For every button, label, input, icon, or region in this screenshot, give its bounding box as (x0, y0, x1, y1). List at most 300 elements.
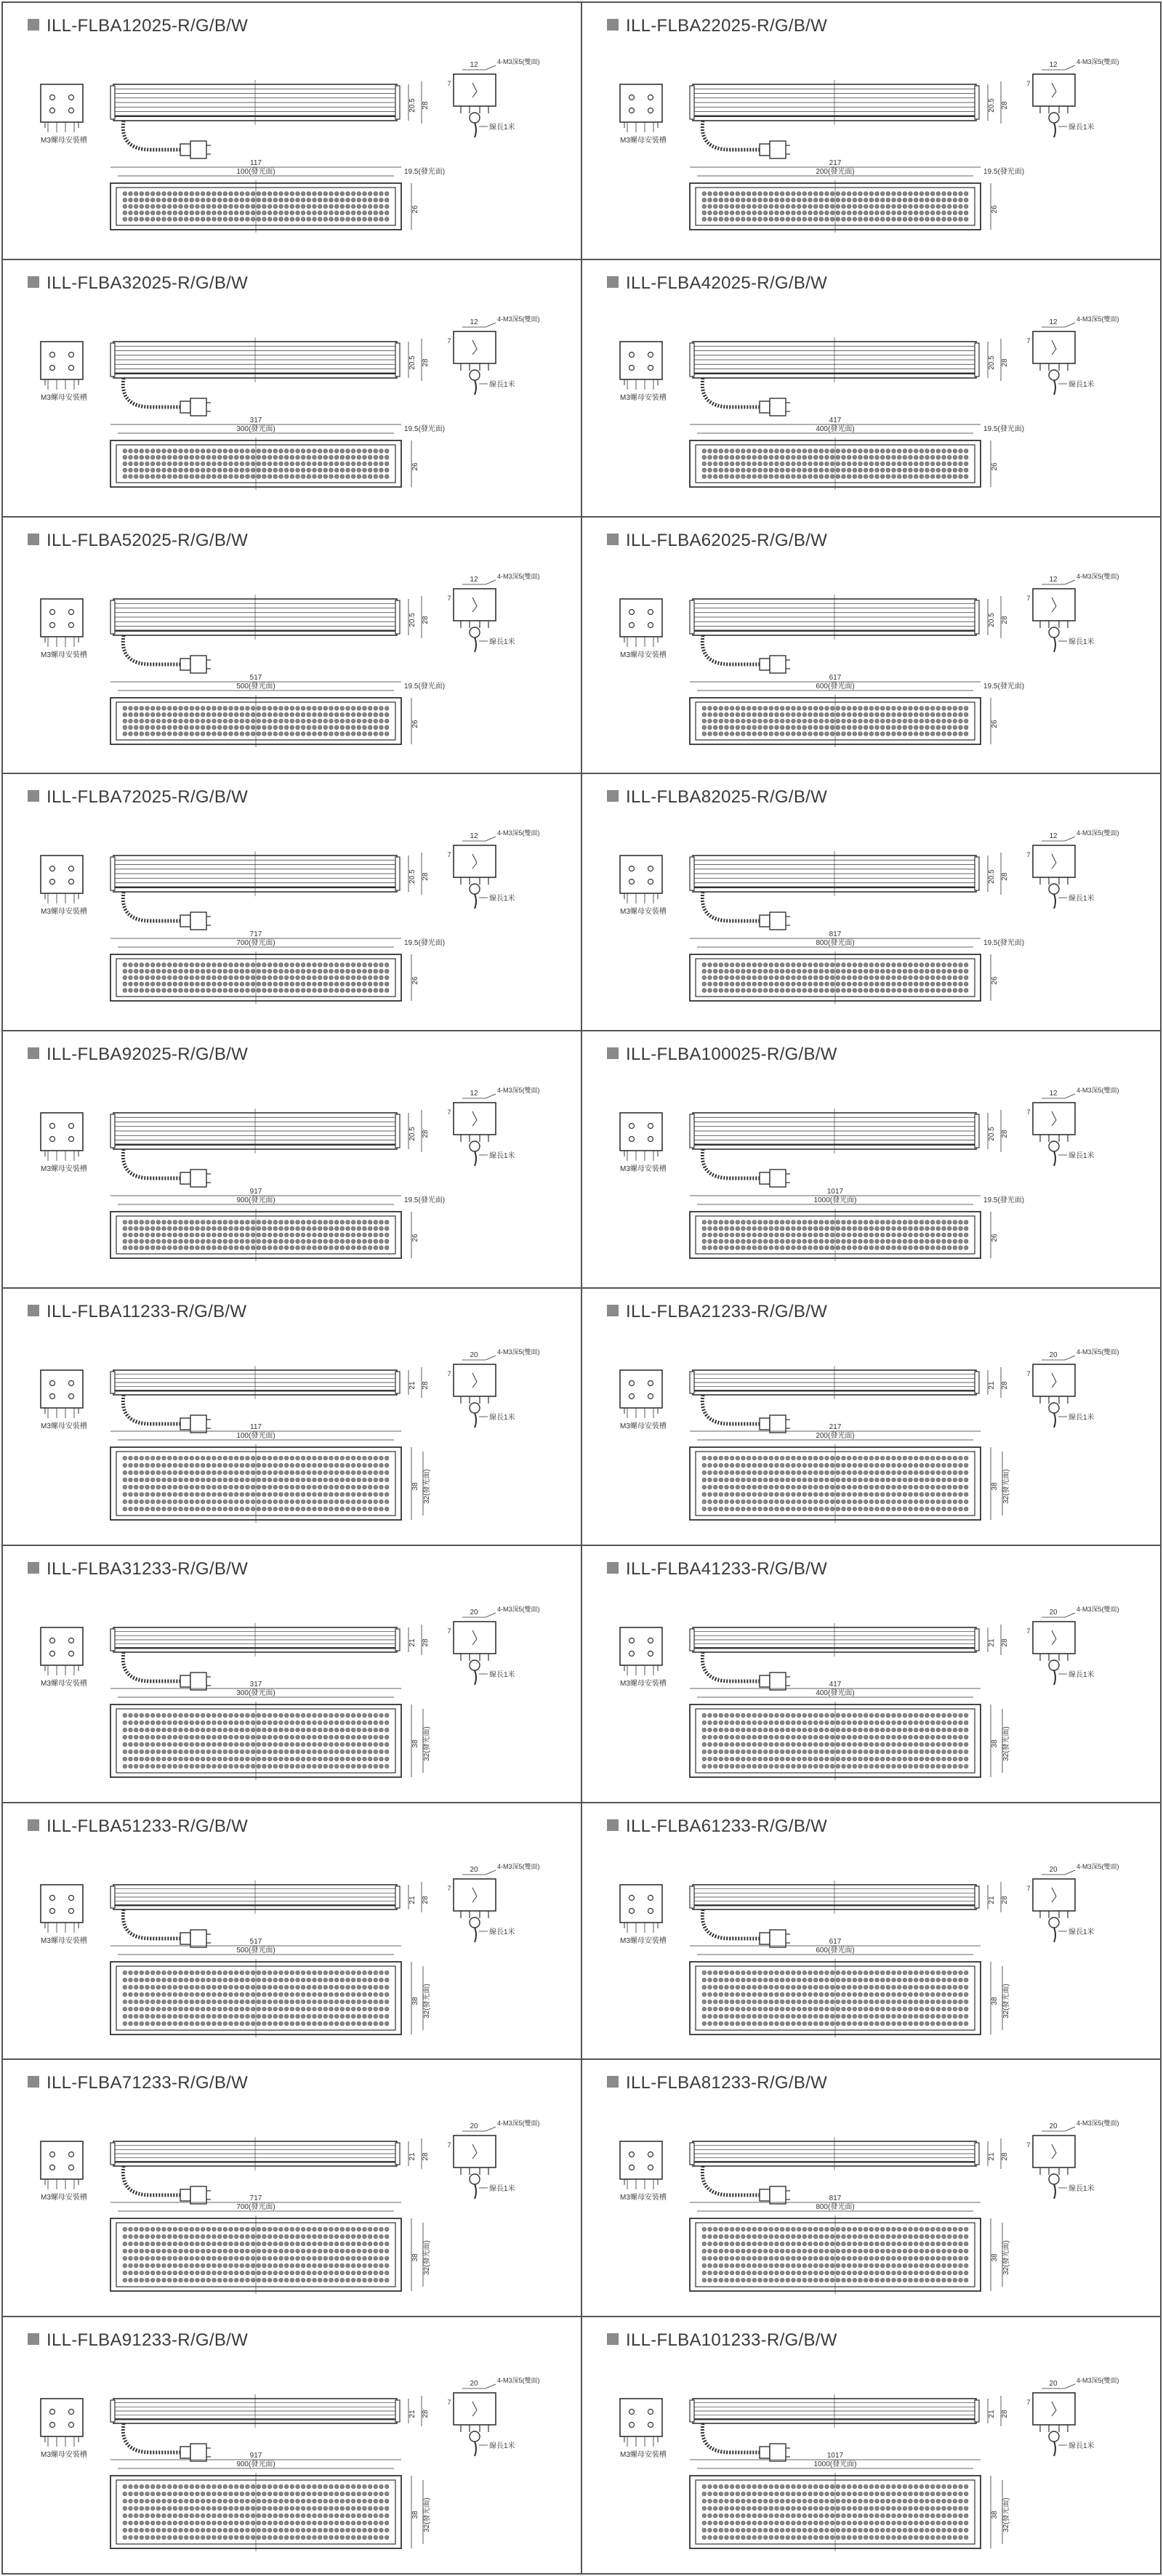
mounting-bracket (41, 1885, 87, 1945)
model-number: ILL-FLBA41233-R/G/B/W (626, 1558, 828, 1579)
end-view (1026, 2376, 1119, 2456)
total-length-dim: 217 (829, 1422, 842, 1431)
product-cell (582, 1289, 1162, 1546)
total-length-dim: 417 (829, 416, 842, 424)
mounting-bracket (41, 2141, 87, 2202)
emit-offset-dim: 32(發光面) (1002, 1726, 1010, 1761)
screw-holes-label: 4-M3深5(雙面) (1077, 572, 1119, 580)
emit-length-dim: 300(發光面) (236, 1689, 275, 1697)
total-length-dim: 717 (249, 2194, 262, 2203)
mounting-bracket (620, 2141, 667, 2202)
body-height-dim: 28 (1001, 101, 1009, 110)
body-height-dim: 28 (1001, 1130, 1009, 1138)
product-cell (582, 3, 1162, 260)
total-length-dim: 817 (829, 2194, 842, 2203)
pitch-dim: 20 (1049, 1865, 1058, 1874)
cable-connector (702, 2423, 790, 2461)
front-view (690, 930, 1024, 1004)
front-view (690, 2452, 1010, 2551)
model-number: ILL-FLBA81233-R/G/B/W (626, 2073, 828, 2093)
model-number: ILL-FLBA11233-R/G/B/W (47, 1301, 247, 1321)
emit-offset-dim: 32(發光面) (423, 1469, 431, 1504)
screw-holes-label: 4-M3深5(雙面) (1077, 1087, 1119, 1095)
total-length-dim: 417 (829, 1680, 842, 1689)
emit-length-dim: 600(發光面) (816, 682, 855, 691)
side-profile (690, 1108, 1009, 1154)
mounting-bracket (41, 856, 87, 916)
side-small-dim: 7 (447, 851, 451, 859)
bracket-label: M3螺母安裝槽 (41, 1679, 87, 1688)
product-cell (582, 2060, 1162, 2317)
model-number: ILL-FLBA42025-R/G/B/W (626, 273, 828, 293)
side-profile (690, 851, 1009, 896)
emit-length-dim: 400(發光面) (816, 424, 855, 433)
total-length-dim: 117 (250, 159, 262, 167)
side-small-dim: 7 (1026, 1627, 1031, 1635)
side-small-dim: 7 (1026, 2141, 1031, 2149)
side-profile (110, 337, 430, 382)
total-length-dim: 917 (249, 2452, 262, 2460)
emit-offset-dim: 19.5(發光面) (983, 424, 1025, 433)
model-number: ILL-FLBA21233-R/G/B/W (626, 1301, 828, 1321)
mounting-bracket (620, 84, 667, 145)
cable-length-label: 線長1米 (489, 124, 515, 132)
pitch-dim: 12 (1049, 318, 1058, 326)
emit-offset-dim: 19.5(發光面) (404, 168, 446, 176)
bracket-label: M3螺母安裝槽 (620, 2451, 667, 2460)
bracket-label: M3螺母安裝槽 (620, 1936, 667, 1945)
emit-offset-dim: 32(發光面) (423, 1726, 431, 1761)
bracket-label: M3螺母安裝槽 (41, 2194, 87, 2202)
side-small-dim: 7 (447, 594, 451, 602)
emit-length-dim: 100(發光面) (236, 1431, 275, 1440)
product-cell (3, 1546, 582, 1803)
emit-length-dim: 800(發光面) (816, 939, 855, 948)
front-height-dim: 38 (991, 1997, 999, 2005)
body-height-dim: 28 (1001, 1381, 1009, 1390)
side-small-dim: 7 (1026, 337, 1031, 345)
dimension-drawing (3, 518, 582, 773)
total-length-dim: 517 (249, 1937, 262, 1946)
body-height-dim: 28 (1001, 2152, 1009, 2161)
cable-connector (702, 2166, 790, 2204)
emit-length-dim: 300(發光面) (236, 424, 275, 433)
side-profile (690, 80, 1009, 125)
profile-height-dim: 21 (988, 2410, 996, 2418)
bracket-label: M3螺母安裝槽 (41, 2451, 87, 2460)
side-small-dim: 7 (447, 337, 451, 345)
side-small-dim: 7 (1026, 2399, 1031, 2407)
front-view (110, 930, 445, 1004)
cable-length-label: 線長1米 (1069, 1670, 1095, 1679)
side-profile (690, 1880, 1009, 1914)
screw-holes-label: 4-M3深5(雙面) (497, 315, 540, 323)
profile-height-dim: 21 (988, 1638, 996, 1647)
dimension-drawing (3, 1546, 582, 1802)
bracket-label: M3螺母安裝槽 (41, 651, 87, 659)
total-length-dim: 617 (829, 1937, 842, 1946)
end-view (1026, 1086, 1119, 1166)
screw-holes-label: 4-M3深5(雙面) (1077, 2120, 1119, 2128)
total-length-dim: 617 (829, 673, 842, 682)
end-view (1026, 315, 1119, 395)
front-view (110, 674, 445, 747)
front-view (110, 1188, 445, 1261)
dimension-drawing (582, 2060, 1161, 2316)
body-height-dim: 28 (422, 616, 430, 624)
profile-height-dim: 20.5 (409, 98, 416, 113)
cable-length-label: 線長1米 (1069, 124, 1095, 132)
model-number: ILL-FLBA31233-R/G/B/W (47, 1558, 249, 1579)
dimension-drawing (582, 1803, 1161, 2059)
side-small-dim: 7 (1026, 851, 1031, 859)
profile-height-dim: 20.5 (988, 98, 996, 113)
emit-length-dim: 200(發光面) (816, 168, 855, 176)
cable-connector (123, 892, 211, 930)
bracket-label: M3螺母安裝槽 (41, 137, 87, 145)
side-profile (110, 1108, 430, 1154)
total-length-dim: 217 (829, 159, 842, 167)
emit-length-dim: 400(發光面) (816, 1689, 855, 1697)
cable-connector (702, 1909, 790, 1947)
screw-holes-label: 4-M3深5(雙面) (1077, 2377, 1119, 2385)
side-small-dim: 7 (447, 1108, 451, 1116)
end-view (447, 1348, 539, 1428)
mounting-bracket (620, 1113, 667, 1173)
pitch-dim: 12 (470, 575, 478, 584)
emit-offset-dim: 32(發光面) (423, 2240, 431, 2276)
profile-height-dim: 21 (409, 2410, 416, 2418)
body-height-dim: 28 (422, 101, 430, 110)
side-small-dim: 7 (1026, 1108, 1031, 1116)
pitch-dim: 12 (1049, 575, 1058, 584)
emit-length-dim: 500(發光面) (236, 682, 275, 691)
front-height-dim: 38 (411, 2253, 419, 2262)
side-small-dim: 7 (447, 2399, 451, 2407)
profile-height-dim: 20.5 (409, 612, 416, 627)
product-cell (3, 2317, 582, 2575)
end-view (1026, 572, 1119, 652)
mounting-bracket (620, 342, 667, 402)
mounting-bracket (41, 342, 87, 402)
emit-length-dim: 900(發光面) (236, 1196, 275, 1205)
product-cell (582, 1031, 1162, 1289)
emit-length-dim: 700(發光面) (236, 2203, 275, 2212)
product-cell (3, 260, 582, 518)
dimension-drawing (582, 1031, 1161, 1287)
total-length-dim: 317 (249, 1680, 262, 1689)
dimension-drawing (3, 1289, 582, 1545)
product-cell (3, 518, 582, 775)
body-height-dim: 28 (1001, 872, 1009, 881)
model-number: ILL-FLBA82025-R/G/B/W (626, 787, 828, 808)
emit-length-dim: 1000(發光面) (813, 1196, 857, 1205)
total-length-dim: 917 (249, 1188, 262, 1196)
pitch-dim: 12 (470, 832, 478, 841)
front-view (110, 2452, 431, 2551)
pitch-dim: 12 (470, 1090, 478, 1098)
pitch-dim: 20 (470, 1608, 478, 1617)
pitch-dim: 20 (1049, 1608, 1058, 1617)
cable-connector (702, 378, 790, 416)
emit-offset-dim: 32(發光面) (1002, 2497, 1010, 2533)
pitch-dim: 12 (470, 318, 478, 326)
model-number: ILL-FLBA100025-R/G/B/W (626, 1045, 837, 1065)
product-cell (3, 1031, 582, 1289)
emit-offset-dim: 32(發光面) (1002, 1983, 1010, 2018)
cable-length-label: 線長1米 (1069, 2185, 1095, 2194)
body-height-dim: 28 (1001, 358, 1009, 367)
bracket-label: M3螺母安裝槽 (41, 393, 87, 402)
profile-height-dim: 21 (988, 1381, 996, 1390)
emit-length-dim: 800(發光面) (816, 2203, 855, 2212)
cable-length-label: 線長1米 (489, 380, 515, 389)
front-view (690, 1681, 1010, 1780)
mounting-bracket (620, 1627, 667, 1688)
screw-holes-label: 4-M3深5(雙面) (497, 1087, 540, 1095)
profile-height-dim: 21 (988, 1896, 996, 1904)
mounting-bracket (620, 1370, 667, 1430)
bracket-label: M3螺母安裝槽 (41, 1936, 87, 1945)
pitch-dim: 20 (470, 1865, 478, 1874)
end-view (447, 2119, 539, 2199)
front-height-dim: 26 (411, 462, 419, 471)
end-view (1026, 829, 1119, 909)
profile-height-dim: 20.5 (409, 869, 416, 885)
total-length-dim: 117 (250, 1422, 262, 1431)
front-view (110, 159, 445, 233)
front-height-dim: 38 (991, 1739, 999, 1748)
screw-holes-label: 4-M3深5(雙面) (497, 2377, 540, 2385)
dimension-drawing (582, 3, 1161, 259)
pitch-dim: 12 (1049, 1090, 1058, 1098)
profile-height-dim: 21 (409, 1638, 416, 1647)
body-height-dim: 28 (422, 1638, 430, 1647)
cable-connector (123, 2423, 211, 2461)
body-height-dim: 28 (422, 358, 430, 367)
cable-connector (123, 1909, 211, 1947)
model-number: ILL-FLBA12025-R/G/B/W (47, 16, 249, 36)
emit-offset-dim: 19.5(發光面) (983, 1196, 1025, 1205)
cable-length-label: 線長1米 (489, 2185, 515, 2194)
total-length-dim: 1017 (826, 2452, 844, 2460)
emit-offset-dim: 32(發光面) (1002, 2240, 1010, 2276)
cable-length-label: 線長1米 (1069, 2442, 1095, 2451)
front-height-dim: 26 (991, 976, 999, 985)
pitch-dim: 20 (1049, 1351, 1058, 1359)
screw-holes-label: 4-M3深5(雙面) (497, 572, 540, 580)
front-view (110, 1423, 431, 1523)
pitch-dim: 20 (1049, 2122, 1058, 2131)
front-height-dim: 26 (991, 205, 999, 214)
cable-connector (702, 892, 790, 930)
dimension-drawing (3, 774, 582, 1030)
end-view (447, 1862, 539, 1942)
cable-length-label: 線長1米 (1069, 637, 1095, 646)
end-view (447, 2376, 539, 2456)
cable-length-label: 線長1米 (1069, 1152, 1095, 1161)
side-small-dim: 7 (447, 1369, 451, 1377)
cable-length-label: 線長1米 (489, 637, 515, 646)
cable-connector (702, 635, 790, 673)
product-cell (582, 1803, 1162, 2061)
pitch-dim: 20 (470, 2380, 478, 2388)
screw-holes-label: 4-M3深5(雙面) (497, 1605, 540, 1613)
profile-height-dim: 20.5 (409, 1127, 416, 1141)
body-height-dim: 28 (1001, 1638, 1009, 1647)
front-height-dim: 38 (991, 1482, 999, 1491)
emit-length-dim: 500(發光面) (236, 1946, 275, 1955)
cable-connector (123, 1652, 211, 1690)
mounting-bracket (620, 599, 667, 659)
body-height-dim: 28 (422, 1896, 430, 1904)
body-height-dim: 28 (422, 2152, 430, 2161)
pitch-dim: 20 (470, 1351, 478, 1359)
bracket-label: M3螺母安裝槽 (620, 137, 667, 145)
screw-holes-label: 4-M3深5(雙面) (1077, 315, 1119, 323)
pitch-dim: 20 (1049, 2380, 1058, 2388)
bracket-label: M3螺母安裝槽 (620, 908, 667, 917)
end-view (1026, 1605, 1119, 1685)
cable-connector (702, 1149, 790, 1187)
body-height-dim: 28 (1001, 616, 1009, 624)
cable-length-label: 線長1米 (489, 1152, 515, 1161)
pitch-dim: 12 (1049, 832, 1058, 841)
mounting-bracket (41, 2399, 87, 2459)
front-view (690, 674, 1024, 747)
end-view (447, 1086, 539, 1166)
emit-offset-dim: 32(發光面) (423, 2497, 431, 2533)
front-height-dim: 26 (991, 1233, 999, 1242)
product-cell (582, 2317, 1162, 2575)
screw-holes-label: 4-M3深5(雙面) (1077, 829, 1119, 837)
side-small-dim: 7 (1026, 1884, 1031, 1892)
bracket-label: M3螺母安裝槽 (620, 1422, 667, 1430)
cable-connector (123, 635, 211, 673)
side-profile (690, 1366, 1009, 1399)
product-cell (582, 1546, 1162, 1803)
bracket-label: M3螺母安裝槽 (620, 1679, 667, 1688)
screw-holes-label: 4-M3深5(雙面) (1077, 1862, 1119, 1870)
front-height-dim: 38 (411, 1482, 419, 1491)
emit-length-dim: 900(發光面) (236, 2460, 275, 2469)
dimension-drawing (3, 1803, 582, 2059)
cable-connector (123, 2166, 211, 2204)
front-height-dim: 38 (991, 2253, 999, 2262)
emit-offset-dim: 19.5(發光面) (404, 424, 446, 433)
total-length-dim: 517 (249, 673, 262, 682)
front-view (110, 1938, 431, 2037)
product-cell (582, 260, 1162, 518)
model-number: ILL-FLBA71233-R/G/B/W (47, 2073, 249, 2093)
cable-length-label: 線長1米 (1069, 895, 1095, 903)
profile-height-dim: 20.5 (988, 1127, 996, 1141)
cable-length-label: 線長1米 (489, 1670, 515, 1679)
emit-offset-dim: 32(發光面) (1002, 1469, 1010, 1504)
side-profile (110, 2137, 430, 2170)
dimension-drawing (3, 2317, 582, 2573)
screw-holes-label: 4-M3深5(雙面) (497, 829, 540, 837)
profile-height-dim: 20.5 (988, 355, 996, 370)
profile-height-dim: 20.5 (988, 869, 996, 885)
end-view (1026, 2119, 1119, 2199)
emit-offset-dim: 19.5(發光面) (404, 682, 446, 691)
screw-holes-label: 4-M3深5(雙面) (1077, 58, 1119, 65)
end-view (447, 572, 539, 652)
cable-connector (702, 1652, 790, 1690)
dimension-drawing (582, 2317, 1161, 2573)
emit-length-dim: 100(發光面) (236, 168, 275, 176)
emit-length-dim: 600(發光面) (816, 1946, 855, 1955)
dimension-drawing (3, 1031, 582, 1287)
front-height-dim: 26 (411, 1233, 419, 1242)
side-profile (690, 2394, 1009, 2428)
dimension-drawing (3, 260, 582, 516)
front-view (110, 416, 445, 490)
emit-offset-dim: 19.5(發光面) (983, 682, 1025, 691)
bracket-label: M3螺母安裝槽 (41, 1422, 87, 1430)
front-height-dim: 38 (991, 2511, 999, 2519)
front-view (690, 2194, 1010, 2294)
front-height-dim: 38 (411, 1739, 419, 1748)
side-small-dim: 7 (447, 1884, 451, 1892)
body-height-dim: 28 (1001, 1896, 1009, 1904)
front-height-dim: 26 (411, 720, 419, 728)
dimension-drawing (3, 3, 582, 259)
screw-holes-label: 4-M3深5(雙面) (497, 1862, 540, 1870)
side-profile (690, 1623, 1009, 1657)
dimension-drawing (582, 518, 1161, 773)
front-height-dim: 26 (991, 720, 999, 728)
total-length-dim: 717 (249, 930, 262, 939)
front-height-dim: 38 (411, 1997, 419, 2005)
screw-holes-label: 4-M3深5(雙面) (1077, 1605, 1119, 1613)
dimension-drawing (3, 2060, 582, 2316)
front-height-dim: 26 (411, 205, 419, 214)
product-cell (3, 1803, 582, 2061)
emit-offset-dim: 19.5(發光面) (404, 939, 446, 948)
end-view (447, 829, 539, 909)
mounting-bracket (41, 1113, 87, 1173)
front-view (690, 1423, 1010, 1523)
front-view (690, 159, 1024, 233)
profile-height-dim: 20.5 (988, 612, 996, 627)
emit-offset-dim: 32(發光面) (423, 1983, 431, 2018)
model-number: ILL-FLBA62025-R/G/B/W (626, 530, 828, 550)
bracket-label: M3螺母安裝槽 (620, 2194, 667, 2202)
cable-connector (123, 1149, 211, 1187)
end-view (447, 1605, 539, 1685)
side-small-dim: 7 (447, 80, 451, 87)
cable-length-label: 線長1米 (489, 1928, 515, 1936)
model-number: ILL-FLBA32025-R/G/B/W (47, 273, 249, 293)
model-number: ILL-FLBA52025-R/G/B/W (47, 530, 249, 550)
side-small-dim: 7 (447, 1627, 451, 1635)
side-profile (110, 80, 430, 125)
cable-connector (702, 121, 790, 158)
body-height-dim: 28 (422, 1130, 430, 1138)
total-length-dim: 1017 (826, 1188, 844, 1196)
side-small-dim: 7 (447, 2141, 451, 2149)
profile-height-dim: 21 (409, 1896, 416, 1904)
side-profile (690, 595, 1009, 640)
cable-length-label: 線長1米 (1069, 1413, 1095, 1422)
product-cell (3, 1289, 582, 1546)
profile-height-dim: 21 (409, 1381, 416, 1390)
end-view (447, 315, 539, 395)
profile-height-dim: 20.5 (409, 355, 416, 370)
front-view (690, 1188, 1024, 1261)
